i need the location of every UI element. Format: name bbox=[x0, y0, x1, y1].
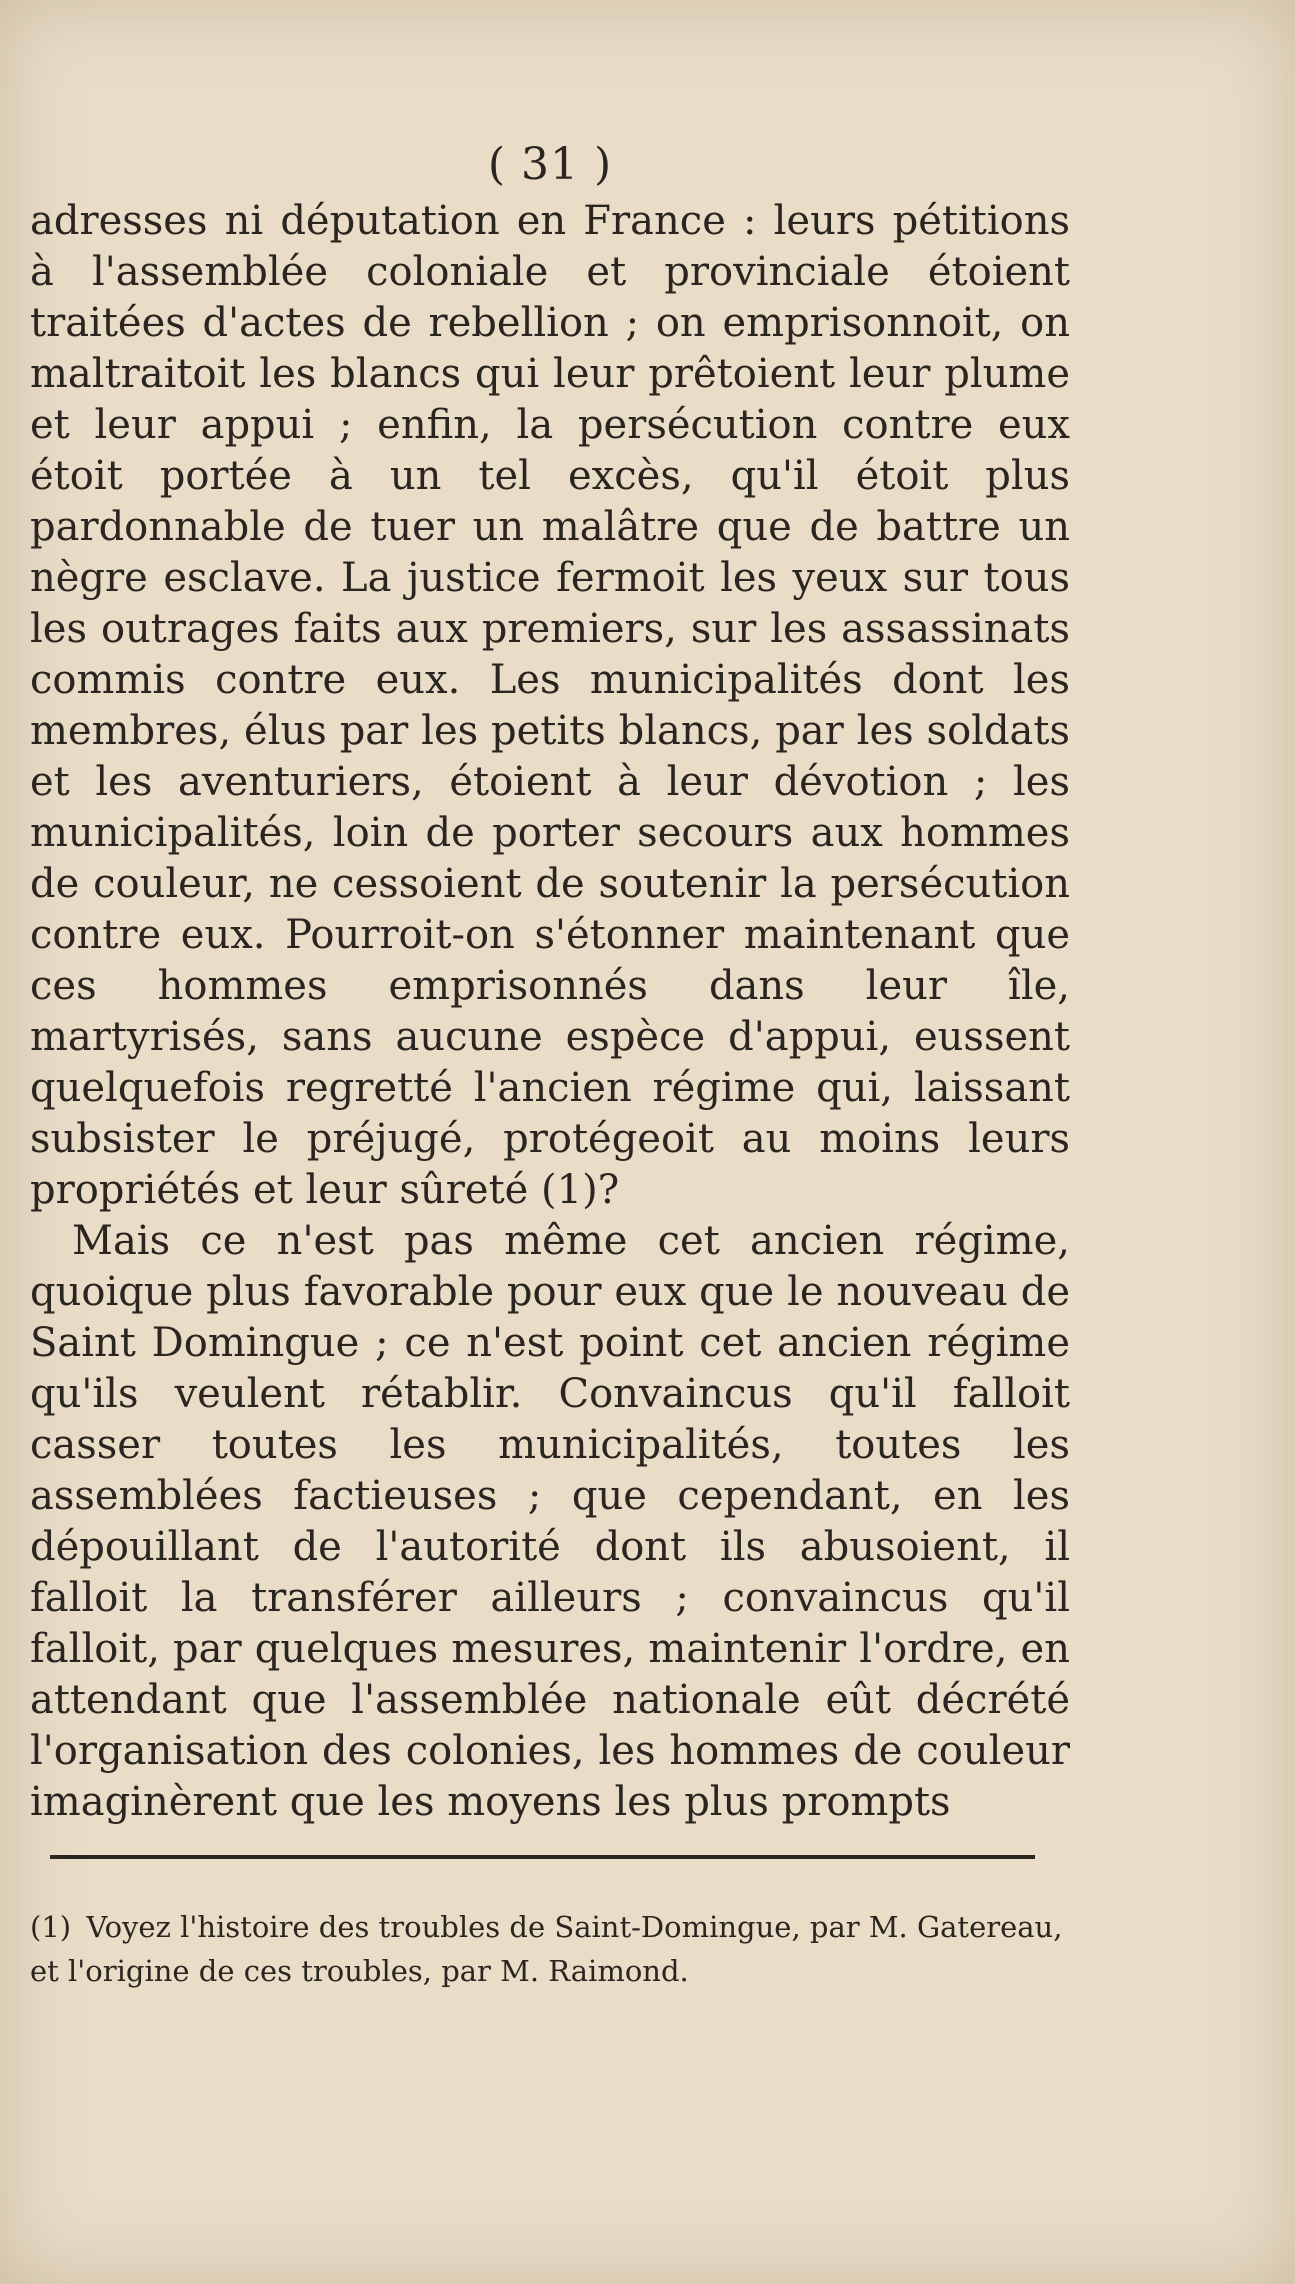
paragraph-2: Mais ce n'est pas même cet ancien régime, quoique plus favorable pour eux que le nouveau de Saint Domingue ; ce n'est point cet ancien régime qu'ils veulent rétablir. Convaincus qu'il falloit casser toutes les municipalités, toutes les assemblées factieuses ; que cependant, en les dépouillant de l'autorité dont ils abusoient, il falloit la transférer ailleurs ; convaincus qu'il falloit, par quelques mesures, maintenir l'ordre, en attendant que l'assemblée nationale eût décrété l'organisation des colonies, les hommes de couleur imaginèrent que les moyens les plus prompts bbox=[30, 1218, 1070, 1825]
footnote-separator-rule bbox=[50, 1855, 1035, 1859]
footnote bbox=[30, 1905, 1080, 1993]
page-number: ( 31 ) bbox=[487, 139, 613, 190]
body-text bbox=[30, 196, 1070, 1828]
paragraph-1: adresses ni députation en France : leurs pétitions à l'assemblée coloniale et provinciale étoient traitées d'actes de rebellion ; on emprisonnoit, on maltraitoit les blancs qui leur prêtoient leur plume et leur appui ; enfin, la persécution contre eux étoit portée à un tel excès, qu'il étoit plus pardonnable de tuer un malâtre que de battre un nègre esclave. La justice fermoit les yeux sur tous les outrages faits aux premiers, sur les assassinats commis contre eux. Les municipalités dont les membres, élus par les petits blancs, par les soldats et les aventuriers, étoient à leur dévotion ; les municipalités, loin de porter secours aux hommes de couleur, ne cessoient de soutenir la persécution contre eux. Pourroit-on s'étonner maintenant que ces hommes emprisonnés dans leur île, martyrisés, sans aucune espèce d'appui, eussent quelquefois regretté l'ancien régime qui, laissant subsister le préjugé, protégeoit au moins leurs propriétés et leur sûreté (1)? bbox=[30, 198, 1070, 1213]
main-text-block bbox=[30, 140, 1070, 1828]
footnote-marker: (1) bbox=[30, 1910, 72, 1944]
footnote-text: Voyez l'histoire des troubles de Saint-Domingue, par M. Gatereau, et l'origine de ces troubles, par M. Raimond. bbox=[30, 1910, 1063, 1988]
